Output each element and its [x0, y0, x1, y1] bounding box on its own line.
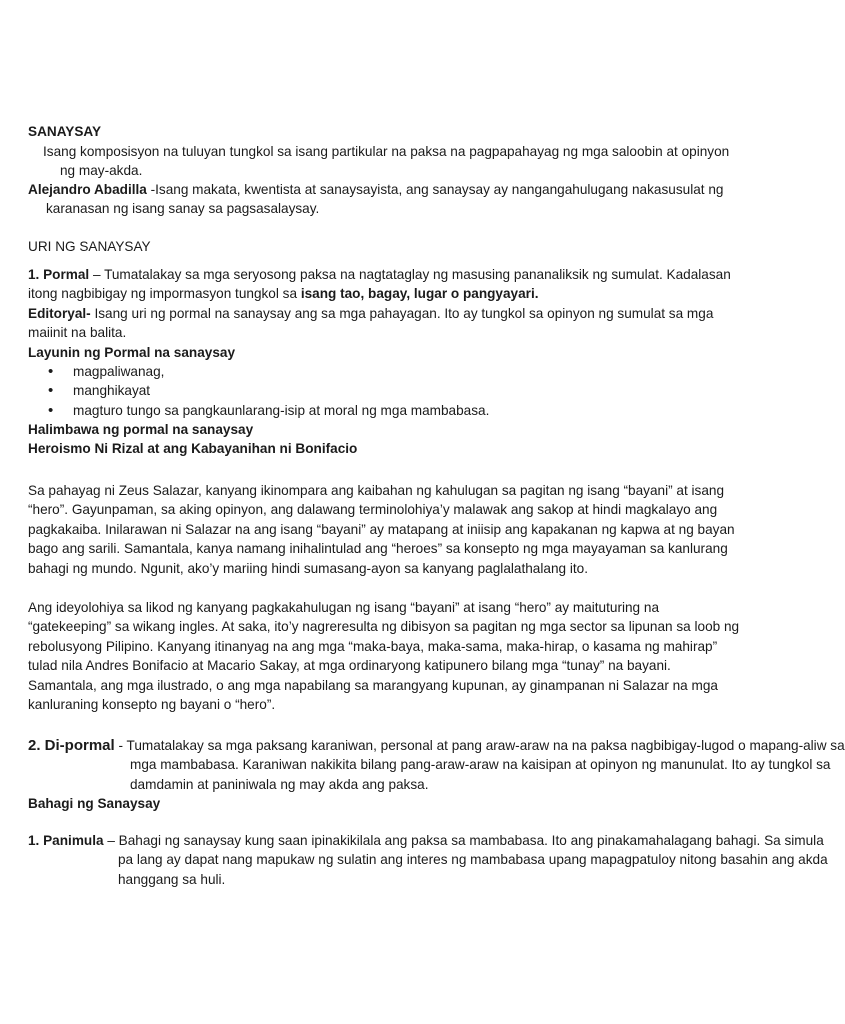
essay-paragraph-2: Ang ideyolohiya sa likod ng kanyang pagkakahulugan ng isang “bayani” at isang “hero” ay maituturing na “gatekeeping” sa wikang ingles. At saka, ito’y nagreresulta ng dibisyon sa pagitan ng mga sector sa lipunan sa loob ng rebolusyong Pilipino. Kanyang itinanyag na ang mga “maka-baya, maka-sama, maka-hirap, o kasama ng mahirap” tulad nila Andres Bonifacio at Macario Sakay, at mga ordinaryong katipunero bilang mga “tunay” na bayani. Samantala, ang mga ilustrado, o ang mga napabilang sa marangyang kupunan, ay ginampanan ni Salazar na mga kanluraning konsepto ng bayani o “hero”. — [28, 600, 740, 713]
dipormal-paragraph — [28, 736, 845, 794]
document-title: SANAYSAY — [28, 124, 102, 139]
list-item: • magturo tungo sa pangkaunlarang-isip at moral ng mga mambabasa. — [28, 401, 743, 420]
pormal-text: – Tumatalakay sa mga seryosong paksa na nagtataglay ng masusing pananaliksik ng sumulat. Kadalasan itong nagbibigay ng impormasyon tungkol sa — [28, 267, 731, 302]
definition-text: Isang komposisyon na tuluyan tungkol sa isang partikular na paksa na pagpapahayag ng mga saloobin at opinyon ng may-akda. — [43, 144, 730, 179]
dipormal-label: 2. Di-pormal — [28, 737, 115, 754]
layunin-heading: Layunin ng Pormal na sanaysay — [28, 345, 235, 360]
list-item: • manghikayat — [28, 381, 743, 400]
layunin-list — [28, 362, 743, 420]
pormal-paragraph — [28, 265, 743, 304]
halimbawa-heading: Halimbawa ng pormal na sanaysay — [28, 422, 254, 437]
dipormal-text: - Tumatalakay sa mga paksang karaniwan, personal at pang araw-araw na na paksa nagbibigay-lugod o mapang-aliw sa mga mambabasa. Karaniwan nakikita bilang pang-araw-araw na kaisipan at opinyon ng manunulat. Ito ay tungkol sa damdamin at paniniwala ng may akda ang paksa. — [114, 738, 845, 792]
panimula-text: – Bahagi ng sanaysay kung saan ipinakikilala ang paksa sa mambabasa. Ito ang pinakamahalagang bahagi. Sa simula pa lang ay dapat nang mapukaw ng sulatin ang interes ng mambabasa upang mapagpatuloy nitong basahin ang akda hanggang sa huli. — [103, 833, 828, 887]
pormal-bold-tail: isang tao, bagay, lugar o pangyayari. — [300, 286, 539, 302]
uri-heading: URI NG SANAYSAY — [28, 239, 151, 254]
essay-paragraph-1: Sa pahayag ni Zeus Salazar, kanyang ikinompara ang kaibahan ng kahulugan sa pagitan ng isang “bayani” at isang “hero”. Gayunpaman, sa aking opinyon, ang dalawang terminolohiya’y malawak ang sakop at hindi magkalayo ang pagkakaiba. Inilarawan ni Salazar na ang isang “bayani” ay matapang at iniisip ang kapakanan ng kapwa at ng bayan bago ang sarili. Samantala, kanya namang inihalintulad ang “heroes” sa konsepto ng mga mayayaman sa kanlurang bahagi ng mundo. Ngunit, ako’y mariing hindi sumasang-ayon sa kanyang paglalathalang ito. — [28, 483, 735, 576]
editoryal-paragraph — [28, 304, 743, 343]
editoryal-text: Isang uri ng pormal na sanaysay ang sa mga pahayagan. Ito ay tungkol sa opinyon ng sumulat sa mga maiinit na balita. — [28, 306, 714, 341]
panimula-label: 1. Panimula — [28, 833, 104, 848]
panimula-paragraph — [28, 831, 833, 889]
editoryal-label: Editoryal- — [28, 306, 91, 321]
pormal-label: 1. Pormal — [28, 267, 90, 282]
essay-title: Heroismo Ni Rizal at ang Kabayanihan ni Bonifacio — [28, 441, 358, 456]
definition-paragraph — [28, 142, 743, 181]
abadilla-name: Alejandro Abadilla — [28, 182, 147, 197]
abadilla-paragraph — [28, 180, 761, 219]
bahagi-heading: Bahagi ng Sanaysay — [28, 796, 161, 811]
list-item: • magpaliwanag, — [28, 362, 743, 381]
abadilla-text: -Isang makata, kwentista at sanaysayista, ang sanaysay ay nangangahulugang nakasusulat ng karanasan ng isang sanay sa pagsasalaysay. — [46, 182, 724, 217]
